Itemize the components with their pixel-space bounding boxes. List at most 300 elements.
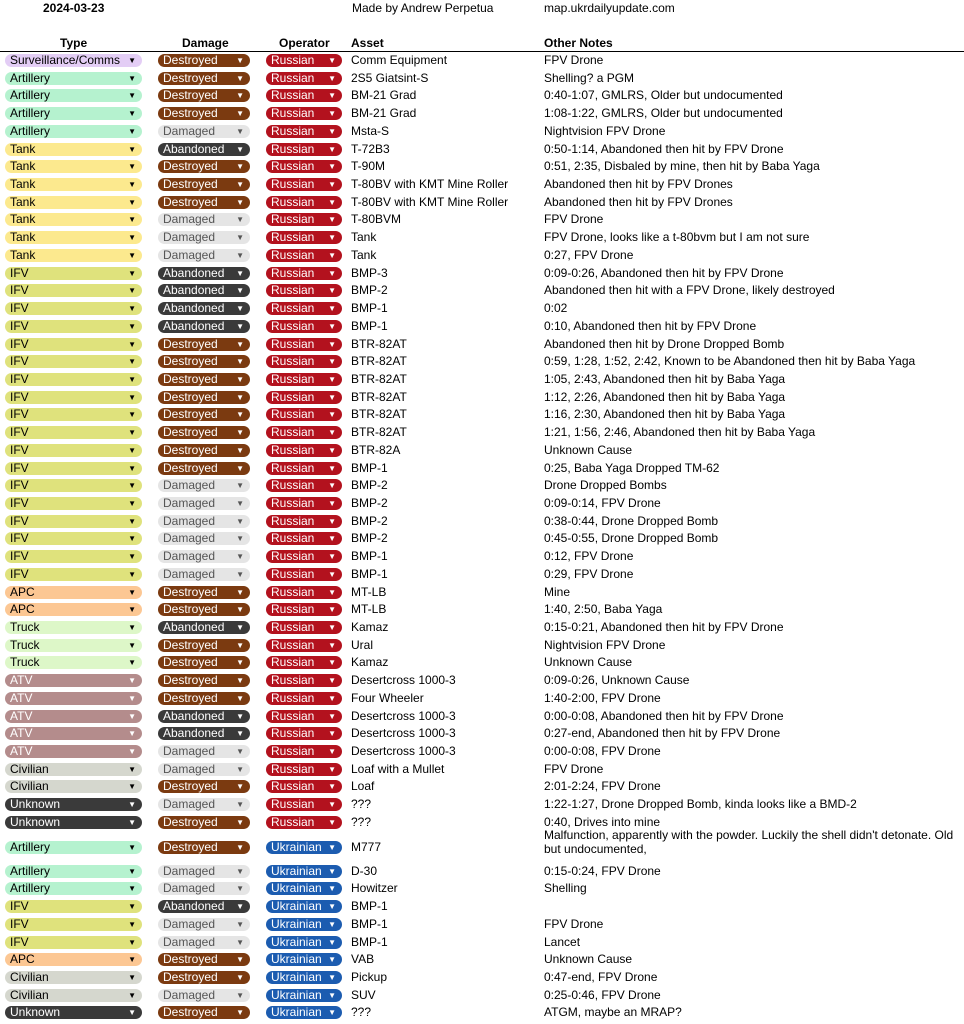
- type-select[interactable]: [5, 710, 142, 723]
- notes-cell: 1:22-1:27, Drone Dropped Bomb, kinda looks like a BMD-2: [544, 797, 857, 812]
- notes-cell: FPV Drone, looks like a t-80bvm but I am not sure: [544, 230, 810, 245]
- damage-select-label: Abandoned: [163, 900, 225, 914]
- type-select[interactable]: [5, 355, 142, 368]
- damage-select[interactable]: [158, 882, 250, 895]
- table-row: [0, 389, 964, 407]
- damage-select-label: Destroyed: [163, 443, 218, 457]
- notes-cell: 0:45-0:55, Drone Dropped Bomb: [544, 531, 719, 546]
- dropdown-arrow-icon: ▼: [236, 321, 244, 331]
- damage-select[interactable]: [158, 674, 250, 687]
- notes-cell: Abandoned then hit by FPV Drones: [544, 177, 733, 192]
- operator-select-label: Russian: [271, 160, 315, 174]
- dropdown-arrow-icon: ▼: [128, 498, 136, 508]
- dropdown-arrow-icon: ▼: [236, 109, 244, 119]
- damage-select[interactable]: [158, 72, 250, 85]
- operator-select[interactable]: [266, 936, 342, 949]
- asset-cell: BTR-82AT: [351, 389, 407, 404]
- type-select[interactable]: [5, 989, 142, 1002]
- type-select[interactable]: [5, 798, 142, 811]
- operator-select-label: Russian: [271, 284, 315, 298]
- type-select[interactable]: [5, 953, 142, 966]
- operator-select[interactable]: [266, 816, 342, 829]
- operator-select[interactable]: [266, 143, 342, 156]
- operator-select[interactable]: [266, 89, 342, 102]
- damage-select[interactable]: [158, 54, 250, 67]
- damage-select[interactable]: [158, 692, 250, 705]
- table-row: [0, 282, 964, 300]
- type-select[interactable]: [5, 125, 142, 138]
- dropdown-arrow-icon: ▼: [236, 747, 244, 757]
- notes-cell: 0:40, Drives into mine: [544, 814, 661, 829]
- operator-select[interactable]: [266, 745, 342, 758]
- damage-select[interactable]: [158, 125, 250, 138]
- operator-select[interactable]: [266, 798, 342, 811]
- operator-select[interactable]: [266, 603, 342, 616]
- operator-select[interactable]: [266, 338, 342, 351]
- damage-select[interactable]: [158, 798, 250, 811]
- operator-select[interactable]: [266, 125, 342, 138]
- damage-select-label: Abandoned: [163, 284, 225, 298]
- damage-select[interactable]: [158, 816, 250, 829]
- dropdown-arrow-icon: ▼: [328, 268, 336, 278]
- type-select[interactable]: [5, 391, 142, 404]
- operator-select-label: Ukrainian: [271, 917, 322, 931]
- operator-select-label: Russian: [271, 621, 315, 634]
- type-select-label: ATV: [10, 709, 33, 723]
- operator-select[interactable]: [266, 213, 342, 226]
- damage-select-label: Destroyed: [163, 107, 218, 121]
- type-select[interactable]: [5, 586, 142, 599]
- dropdown-arrow-icon: ▼: [236, 339, 244, 349]
- table-row: [0, 211, 964, 229]
- asset-cell: Kamaz: [351, 655, 389, 670]
- dropdown-arrow-icon: ▼: [328, 800, 336, 810]
- damage-select-label: Damaged: [163, 988, 216, 1002]
- dropdown-arrow-icon: ▼: [236, 374, 244, 384]
- type-select[interactable]: [5, 249, 142, 262]
- type-select-label: APC: [10, 953, 35, 967]
- operator-select[interactable]: [266, 231, 342, 244]
- type-select[interactable]: [5, 918, 142, 931]
- damage-select[interactable]: [158, 989, 250, 1002]
- operator-select[interactable]: [266, 568, 342, 581]
- operator-select[interactable]: [266, 355, 342, 368]
- type-select[interactable]: [5, 107, 142, 120]
- type-select[interactable]: [5, 426, 142, 439]
- operator-select[interactable]: [266, 373, 342, 386]
- type-select[interactable]: [5, 971, 142, 984]
- operator-select[interactable]: [266, 72, 342, 85]
- operator-select[interactable]: [266, 462, 342, 475]
- type-select[interactable]: [5, 444, 142, 457]
- damage-select-label: Destroyed: [163, 54, 218, 67]
- damage-select[interactable]: [158, 302, 250, 315]
- table-row: [0, 52, 964, 70]
- dropdown-arrow-icon: ▼: [328, 144, 336, 154]
- type-select[interactable]: [5, 143, 142, 156]
- damage-select-label: Destroyed: [163, 355, 218, 369]
- dropdown-arrow-icon: ▼: [236, 693, 244, 703]
- type-select[interactable]: [5, 54, 142, 67]
- type-select[interactable]: [5, 816, 142, 829]
- damage-select[interactable]: [158, 656, 250, 669]
- operator-select[interactable]: [266, 550, 342, 563]
- damage-select-label: Damaged: [163, 124, 216, 138]
- table-row: [0, 584, 964, 602]
- notes-cell: Abandoned then hit by Drone Dropped Bomb: [544, 336, 785, 351]
- dropdown-arrow-icon: ▼: [236, 605, 244, 615]
- type-select[interactable]: [5, 674, 142, 687]
- operator-select[interactable]: [266, 497, 342, 510]
- damage-select[interactable]: [158, 107, 250, 120]
- operator-select-label: Russian: [271, 266, 315, 280]
- dropdown-arrow-icon: ▼: [128, 144, 136, 154]
- type-select[interactable]: [5, 373, 142, 386]
- type-select[interactable]: [5, 267, 142, 280]
- operator-select-label: Russian: [271, 727, 315, 741]
- operator-select[interactable]: [266, 479, 342, 492]
- operator-select-label: Russian: [271, 691, 315, 705]
- column-header-operator: Operator: [279, 36, 330, 50]
- type-select[interactable]: [5, 841, 142, 854]
- damage-select[interactable]: [158, 710, 250, 723]
- type-select[interactable]: [5, 568, 142, 581]
- dropdown-arrow-icon: ▼: [236, 658, 244, 668]
- type-select-label: IFV: [10, 550, 29, 564]
- dropdown-arrow-icon: ▼: [128, 552, 136, 562]
- type-select[interactable]: [5, 639, 142, 652]
- damage-select[interactable]: [158, 900, 250, 913]
- notes-cell: Shelling: [544, 881, 587, 896]
- type-select[interactable]: [5, 692, 142, 705]
- dropdown-arrow-icon: ▼: [236, 498, 244, 508]
- damage-select[interactable]: [158, 408, 250, 421]
- operator-select[interactable]: [266, 391, 342, 404]
- type-select-label: Civilian: [10, 780, 49, 794]
- dropdown-arrow-icon: ▼: [128, 693, 136, 703]
- operator-select[interactable]: [266, 515, 342, 528]
- damage-select-label: Damaged: [163, 917, 216, 931]
- operator-select[interactable]: [266, 865, 342, 878]
- operator-select[interactable]: [266, 196, 342, 209]
- dropdown-arrow-icon: ▼: [328, 919, 336, 929]
- asset-cell: BTR-82AT: [351, 371, 407, 386]
- damage-select[interactable]: [158, 249, 250, 262]
- dropdown-arrow-icon: ▼: [236, 534, 244, 544]
- operator-select[interactable]: [266, 780, 342, 793]
- asset-cell: Desertcross 1000-3: [351, 673, 456, 688]
- dropdown-arrow-icon: ▼: [128, 250, 136, 260]
- operator-select[interactable]: [266, 267, 342, 280]
- dropdown-arrow-icon: ▼: [236, 676, 244, 686]
- type-select[interactable]: [5, 213, 142, 226]
- damage-select[interactable]: [158, 391, 250, 404]
- table-row: [0, 566, 964, 584]
- damage-select-label: Damaged: [163, 550, 216, 564]
- type-select[interactable]: [5, 780, 142, 793]
- damage-select[interactable]: [158, 284, 250, 297]
- type-select[interactable]: [5, 1006, 142, 1019]
- type-select[interactable]: [5, 763, 142, 776]
- operator-select[interactable]: [266, 656, 342, 669]
- operator-select[interactable]: [266, 918, 342, 931]
- damage-select[interactable]: [158, 745, 250, 758]
- operator-select[interactable]: [266, 674, 342, 687]
- operator-select[interactable]: [266, 249, 342, 262]
- table-row: [0, 951, 964, 969]
- type-select[interactable]: [5, 497, 142, 510]
- type-select-label: Tank: [10, 195, 36, 209]
- operator-select[interactable]: [266, 302, 342, 315]
- dropdown-arrow-icon: ▼: [236, 516, 244, 526]
- damage-select[interactable]: [158, 1006, 250, 1019]
- damage-select[interactable]: [158, 936, 250, 949]
- operator-select-label: Russian: [271, 426, 315, 440]
- type-select[interactable]: [5, 656, 142, 669]
- asset-cell: BMP-1: [351, 301, 388, 316]
- type-select[interactable]: [5, 936, 142, 949]
- damage-select[interactable]: [158, 586, 250, 599]
- notes-cell: 0:10, Abandoned then hit by FPV Drone: [544, 318, 757, 333]
- dropdown-arrow-icon: ▼: [128, 711, 136, 721]
- operator-select-label: Russian: [271, 248, 315, 262]
- damage-select-label: Destroyed: [163, 674, 218, 688]
- operator-select[interactable]: [266, 444, 342, 457]
- damage-select-label: Destroyed: [163, 970, 218, 984]
- table-row: [0, 916, 964, 934]
- operator-select[interactable]: [266, 160, 342, 173]
- damage-select[interactable]: [158, 603, 250, 616]
- type-select[interactable]: [5, 745, 142, 758]
- damage-select[interactable]: [158, 373, 250, 386]
- dropdown-arrow-icon: ▼: [236, 800, 244, 810]
- operator-select[interactable]: [266, 54, 342, 67]
- notes-cell: Lancet: [544, 934, 581, 949]
- type-select[interactable]: [5, 72, 142, 85]
- type-select[interactable]: [5, 89, 142, 102]
- damage-select[interactable]: [158, 918, 250, 931]
- type-select[interactable]: [5, 727, 142, 740]
- operator-select-label: Russian: [271, 496, 315, 510]
- type-select[interactable]: [5, 320, 142, 333]
- notes-cell: Unknown Cause: [544, 952, 633, 967]
- notes-cell: 1:40, 2:50, Baba Yaga: [544, 602, 663, 617]
- damage-select[interactable]: [158, 89, 250, 102]
- type-select-label: Unknown: [10, 1006, 61, 1020]
- type-select[interactable]: [5, 302, 142, 315]
- dropdown-arrow-icon: ▼: [328, 463, 336, 473]
- type-select[interactable]: [5, 532, 142, 545]
- type-select-label: Civilian: [10, 988, 49, 1002]
- notes-cell: 0:27-end, Abandoned then hit by FPV Drone: [544, 726, 781, 741]
- damage-select[interactable]: [158, 320, 250, 333]
- table-row: [0, 477, 964, 495]
- damage-select[interactable]: [158, 763, 250, 776]
- damage-select[interactable]: [158, 497, 250, 510]
- operator-select[interactable]: [266, 621, 342, 634]
- asset-cell: BM-21 Grad: [351, 106, 417, 121]
- damage-select[interactable]: [158, 532, 250, 545]
- dropdown-arrow-icon: ▼: [328, 73, 336, 83]
- operator-select-label: Russian: [271, 674, 315, 688]
- type-select-label: IFV: [10, 302, 29, 316]
- damage-select[interactable]: [158, 639, 250, 652]
- damage-select[interactable]: [158, 971, 250, 984]
- type-select[interactable]: [5, 338, 142, 351]
- notes-cell: 0:02: [544, 301, 568, 316]
- operator-select-label: Russian: [271, 567, 315, 581]
- type-select[interactable]: [5, 479, 142, 492]
- type-select[interactable]: [5, 900, 142, 913]
- damage-select[interactable]: [158, 780, 250, 793]
- dropdown-arrow-icon: ▼: [328, 516, 336, 526]
- author-credit: Made by Andrew Perpetua: [352, 1, 494, 15]
- damage-select[interactable]: [158, 550, 250, 563]
- table-row: [0, 158, 964, 176]
- dropdown-arrow-icon: ▼: [328, 747, 336, 757]
- dropdown-arrow-icon: ▼: [128, 990, 136, 1000]
- damage-select[interactable]: [158, 160, 250, 173]
- damage-select-label: Abandoned: [163, 266, 225, 280]
- operator-select[interactable]: [266, 900, 342, 913]
- table-row: [0, 353, 964, 371]
- dropdown-arrow-icon: ▼: [328, 339, 336, 349]
- dropdown-arrow-icon: ▼: [328, 233, 336, 243]
- type-select[interactable]: [5, 550, 142, 563]
- operator-select-label: Ukrainian: [271, 840, 322, 854]
- type-select[interactable]: [5, 865, 142, 878]
- dropdown-arrow-icon: ▼: [328, 162, 336, 172]
- damage-select[interactable]: [158, 444, 250, 457]
- type-select[interactable]: [5, 284, 142, 297]
- type-select-label: Tank: [10, 178, 36, 192]
- operator-select[interactable]: [266, 426, 342, 439]
- damage-select[interactable]: [158, 143, 250, 156]
- type-select[interactable]: [5, 178, 142, 191]
- type-select-label: IFV: [10, 443, 29, 457]
- damage-select-label: Damaged: [163, 864, 216, 878]
- operator-select-label: Russian: [271, 532, 315, 546]
- type-select[interactable]: [5, 196, 142, 209]
- operator-select[interactable]: [266, 178, 342, 191]
- operator-select[interactable]: [266, 532, 342, 545]
- damage-select[interactable]: [158, 267, 250, 280]
- damage-select[interactable]: [158, 178, 250, 191]
- notes-cell: 0:00-0:08, FPV Drone: [544, 744, 661, 759]
- dropdown-arrow-icon: ▼: [128, 357, 136, 367]
- damage-select-label: Destroyed: [163, 178, 218, 192]
- damage-select[interactable]: [158, 426, 250, 439]
- notes-cell: 1:05, 2:43, Abandoned then hit by Baba Yaga: [544, 371, 786, 386]
- damage-select[interactable]: [158, 515, 250, 528]
- damage-select[interactable]: [158, 568, 250, 581]
- notes-cell: 1:21, 1:56, 2:46, Abandoned then hit by Baba Yaga: [544, 425, 816, 440]
- operator-select[interactable]: [266, 841, 342, 854]
- dropdown-arrow-icon: ▼: [128, 747, 136, 757]
- type-select-label: Tank: [10, 160, 36, 174]
- dropdown-arrow-icon: ▼: [328, 215, 336, 225]
- damage-select[interactable]: [158, 953, 250, 966]
- dropdown-arrow-icon: ▼: [128, 1008, 136, 1018]
- dropdown-arrow-icon: ▼: [328, 623, 336, 632]
- asset-cell: MT-LB: [351, 602, 387, 617]
- type-select-label: Truck: [10, 656, 40, 670]
- asset-cell: Tank: [351, 230, 377, 245]
- damage-select[interactable]: [158, 462, 250, 475]
- operator-select[interactable]: [266, 763, 342, 776]
- operator-select[interactable]: [266, 989, 342, 1002]
- operator-select[interactable]: [266, 882, 342, 895]
- dropdown-arrow-icon: ▼: [236, 884, 244, 894]
- damage-select[interactable]: [158, 213, 250, 226]
- damage-select-label: Damaged: [163, 532, 216, 546]
- operator-select[interactable]: [266, 284, 342, 297]
- notes-cell: Nightvision FPV Drone: [544, 123, 666, 138]
- dropdown-arrow-icon: ▼: [128, 676, 136, 686]
- type-select[interactable]: [5, 603, 142, 616]
- dropdown-arrow-icon: ▼: [236, 144, 244, 154]
- notes-cell: 0:59, 1:28, 1:52, 2:42, Known to be Abandoned then hit by Baba Yaga: [544, 354, 916, 369]
- dropdown-arrow-icon: ▼: [128, 587, 136, 597]
- dropdown-arrow-icon: ▼: [328, 605, 336, 615]
- operator-select[interactable]: [266, 107, 342, 120]
- notes-cell: FPV Drone: [544, 916, 604, 931]
- operator-select[interactable]: [266, 727, 342, 740]
- operator-select-label: Russian: [271, 408, 315, 422]
- damage-select[interactable]: [158, 865, 250, 878]
- operator-select[interactable]: [266, 408, 342, 421]
- type-select[interactable]: [5, 462, 142, 475]
- operator-select[interactable]: [266, 320, 342, 333]
- operator-select[interactable]: [266, 692, 342, 705]
- dropdown-arrow-icon: ▼: [328, 109, 336, 119]
- damage-select-label: Damaged: [163, 882, 216, 896]
- table-row: [0, 87, 964, 105]
- operator-select[interactable]: [266, 586, 342, 599]
- operator-select[interactable]: [266, 1006, 342, 1019]
- table-row: [0, 690, 964, 708]
- notes-cell: 0:25-0:46, FPV Drone: [544, 987, 661, 1002]
- table-row: [0, 123, 964, 141]
- dropdown-arrow-icon: ▼: [236, 764, 244, 774]
- operator-select-label: Russian: [271, 195, 315, 209]
- type-select[interactable]: [5, 882, 142, 895]
- type-select[interactable]: [5, 515, 142, 528]
- type-select-label: IFV: [10, 355, 29, 369]
- damage-select[interactable]: [158, 621, 250, 634]
- damage-select[interactable]: [158, 355, 250, 368]
- operator-select[interactable]: [266, 639, 342, 652]
- type-select[interactable]: [5, 621, 142, 634]
- operator-select-label: Russian: [271, 178, 315, 192]
- damage-select[interactable]: [158, 231, 250, 244]
- column-header-damage: Damage: [182, 36, 229, 50]
- type-select[interactable]: [5, 408, 142, 421]
- dropdown-arrow-icon: ▼: [328, 1008, 336, 1018]
- operator-select[interactable]: [266, 710, 342, 723]
- type-select[interactable]: [5, 231, 142, 244]
- damage-select[interactable]: [158, 338, 250, 351]
- damage-select[interactable]: [158, 727, 250, 740]
- operator-select-label: Russian: [271, 390, 315, 404]
- dropdown-arrow-icon: ▼: [328, 711, 336, 721]
- operator-select[interactable]: [266, 971, 342, 984]
- damage-select[interactable]: [158, 479, 250, 492]
- damage-select[interactable]: [158, 841, 250, 854]
- damage-select[interactable]: [158, 196, 250, 209]
- operator-select[interactable]: [266, 953, 342, 966]
- type-select[interactable]: [5, 160, 142, 173]
